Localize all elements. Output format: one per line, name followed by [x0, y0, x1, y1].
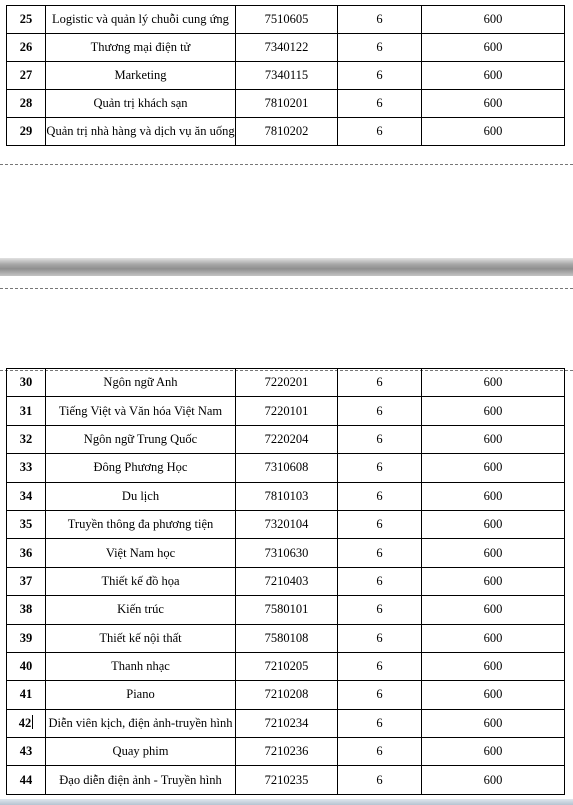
row-number: 30 [7, 369, 46, 397]
credit-count: 6 [338, 369, 422, 397]
major-name: Marketing [46, 62, 236, 90]
score-value: 600 [422, 766, 565, 794]
score-value: 600 [422, 118, 565, 146]
credit-count: 6 [338, 596, 422, 624]
row-number: 33 [7, 454, 46, 482]
row-number: 26 [7, 34, 46, 62]
credit-count: 6 [338, 454, 422, 482]
credit-count: 6 [338, 6, 422, 34]
major-name: Quản trị nhà hàng và dịch vụ ăn uống [46, 118, 236, 146]
score-value: 600 [422, 652, 565, 680]
row-number: 32 [7, 425, 46, 453]
table-row [7, 62, 565, 90]
score-value: 600 [422, 6, 565, 34]
row-number: 38 [7, 596, 46, 624]
row-number: 29 [7, 118, 46, 146]
table-row [7, 34, 565, 62]
table-row [7, 454, 565, 482]
table-row [7, 567, 565, 595]
major-code: 7580108 [236, 624, 338, 652]
table-row [7, 6, 565, 34]
score-value: 600 [422, 539, 565, 567]
score-value: 600 [422, 454, 565, 482]
credit-count: 6 [338, 738, 422, 766]
major-code: 7210205 [236, 652, 338, 680]
row-number: 44 [7, 766, 46, 794]
table-row [7, 709, 565, 737]
major-code: 7510605 [236, 6, 338, 34]
major-code: 7340115 [236, 62, 338, 90]
table-row [7, 738, 565, 766]
major-code: 7310630 [236, 539, 338, 567]
score-value: 600 [422, 510, 565, 538]
major-code: 7340122 [236, 34, 338, 62]
credit-count: 6 [338, 90, 422, 118]
program-table-part-1 [6, 5, 565, 146]
major-name: Piano [46, 681, 236, 709]
page-header-line [0, 288, 573, 289]
credit-count: 6 [338, 482, 422, 510]
major-name: Tiếng Việt và Văn hóa Việt Nam [46, 397, 236, 425]
major-name: Logistic và quản lý chuỗi cung ứng [46, 6, 236, 34]
table-row [7, 652, 565, 680]
major-name: Diễn viên kịch, điện ảnh-truyền hình [46, 709, 236, 737]
major-name: Đông Phương Học [46, 454, 236, 482]
major-code: 7210403 [236, 567, 338, 595]
text-cursor [32, 715, 33, 729]
credit-count: 6 [338, 425, 422, 453]
credit-count: 6 [338, 62, 422, 90]
major-name: Ngôn ngữ Anh [46, 369, 236, 397]
major-name: Thiết kế nội thất [46, 624, 236, 652]
table-row [7, 369, 565, 397]
score-value: 600 [422, 397, 565, 425]
credit-count: 6 [338, 681, 422, 709]
major-name: Việt Nam học [46, 539, 236, 567]
row-number: 43 [7, 738, 46, 766]
score-value: 600 [422, 709, 565, 737]
table-row [7, 90, 565, 118]
score-value: 600 [422, 567, 565, 595]
row-number: 25 [7, 6, 46, 34]
major-name: Ngôn ngữ Trung Quốc [46, 425, 236, 453]
row-number: 35 [7, 510, 46, 538]
major-code: 7810103 [236, 482, 338, 510]
table-row [7, 397, 565, 425]
score-value: 600 [422, 624, 565, 652]
score-value: 600 [422, 34, 565, 62]
credit-count: 6 [338, 34, 422, 62]
page-break-line [0, 164, 573, 165]
major-code: 7320104 [236, 510, 338, 538]
score-value: 600 [422, 425, 565, 453]
major-name: Thiết kế đồ họa [46, 567, 236, 595]
credit-count: 6 [338, 397, 422, 425]
table-row [7, 539, 565, 567]
program-table-part-2 [6, 368, 565, 795]
major-name: Đạo diễn điện ảnh - Truyền hình [46, 766, 236, 794]
table-row [7, 118, 565, 146]
table-row [7, 681, 565, 709]
major-code: 7580101 [236, 596, 338, 624]
status-strip [0, 799, 573, 805]
credit-count: 6 [338, 624, 422, 652]
table-row [7, 482, 565, 510]
score-value: 600 [422, 90, 565, 118]
major-code: 7210208 [236, 681, 338, 709]
major-name: Truyền thông đa phương tiện [46, 510, 236, 538]
score-value: 600 [422, 596, 565, 624]
major-code: 7310608 [236, 454, 338, 482]
table-row [7, 766, 565, 794]
row-number: 31 [7, 397, 46, 425]
credit-count: 6 [338, 567, 422, 595]
major-code: 7220204 [236, 425, 338, 453]
score-value: 600 [422, 62, 565, 90]
major-code: 7220201 [236, 369, 338, 397]
credit-count: 6 [338, 766, 422, 794]
major-code: 7220101 [236, 397, 338, 425]
row-number: 27 [7, 62, 46, 90]
major-code: 7210234 [236, 709, 338, 737]
credit-count: 6 [338, 510, 422, 538]
row-number: 39 [7, 624, 46, 652]
credit-count: 6 [338, 652, 422, 680]
major-name: Du lịch [46, 482, 236, 510]
score-value: 600 [422, 738, 565, 766]
score-value: 600 [422, 369, 565, 397]
row-number: 28 [7, 90, 46, 118]
row-number: 42 [7, 709, 46, 737]
row-number: 40 [7, 652, 46, 680]
table-row [7, 425, 565, 453]
major-name: Thanh nhạc [46, 652, 236, 680]
credit-count: 6 [338, 709, 422, 737]
row-number: 34 [7, 482, 46, 510]
major-name: Quay phim [46, 738, 236, 766]
credit-count: 6 [338, 118, 422, 146]
score-value: 600 [422, 482, 565, 510]
document-page-1 [0, 0, 573, 166]
major-name: Thương mại điện tử [46, 34, 236, 62]
score-value: 600 [422, 681, 565, 709]
row-number: 37 [7, 567, 46, 595]
table-row [7, 596, 565, 624]
row-number: 41 [7, 681, 46, 709]
credit-count: 6 [338, 539, 422, 567]
row-number: 36 [7, 539, 46, 567]
major-name: Quản trị khách sạn [46, 90, 236, 118]
page-gap [0, 258, 573, 276]
major-code: 7210236 [236, 738, 338, 766]
table-row [7, 624, 565, 652]
major-code: 7810201 [236, 90, 338, 118]
major-code: 7210235 [236, 766, 338, 794]
table-row [7, 510, 565, 538]
major-name: Kiến trúc [46, 596, 236, 624]
major-code: 7810202 [236, 118, 338, 146]
